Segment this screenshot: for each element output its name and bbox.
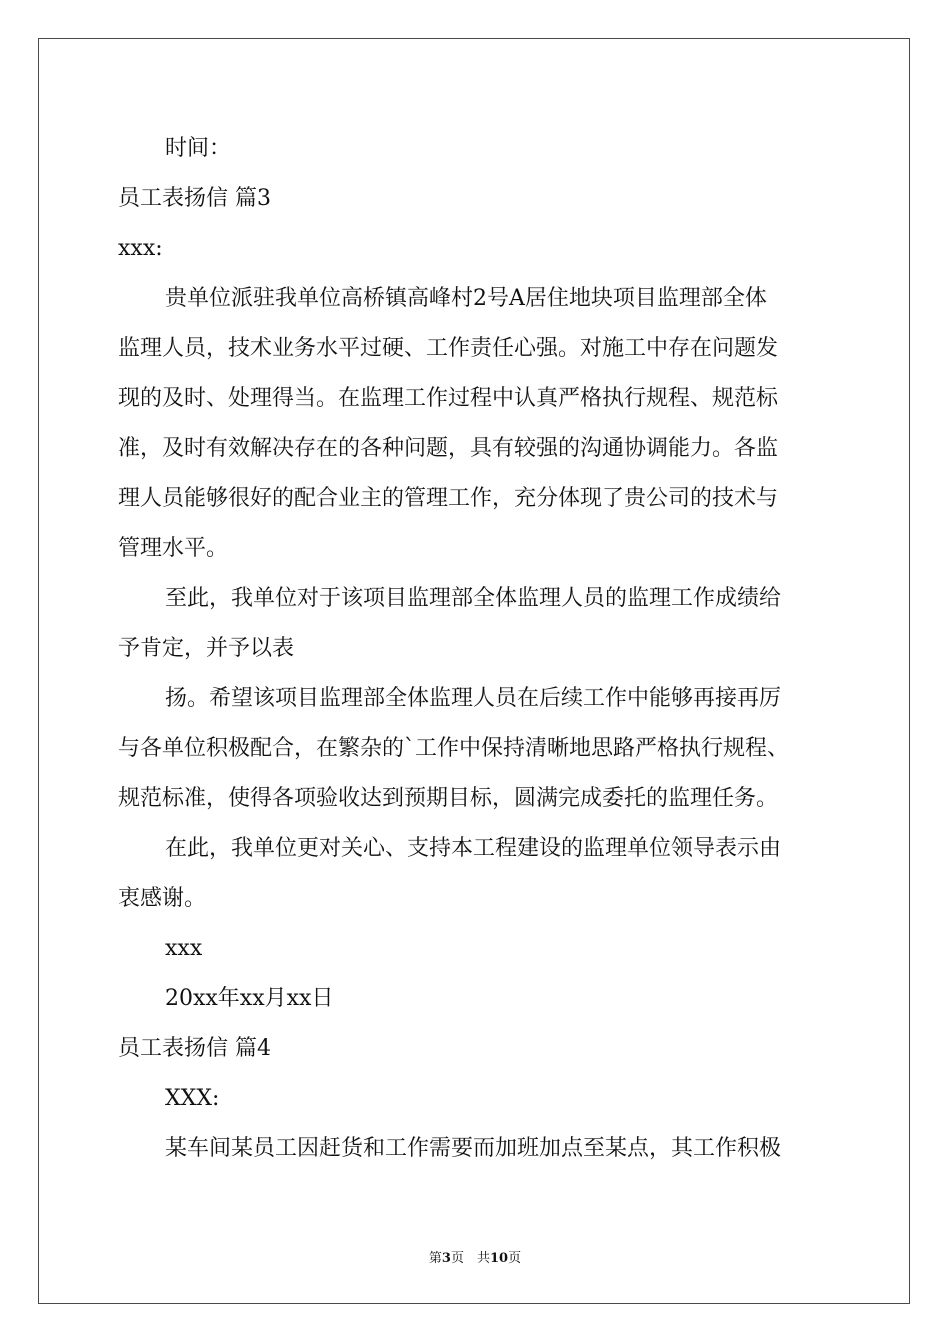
paragraph-line: 管理水平。: [118, 536, 229, 561]
section-heading-4: 员工表扬信 篇4: [118, 1036, 271, 1061]
page-suffix: 页: [508, 1251, 522, 1266]
paragraph-line: 在此，我单位更对关心、支持本工程建设的监理单位领导表示由: [165, 836, 782, 861]
paragraph-line: 扬。希望该项目监理部全体监理人员在后续工作中能够再接再厉: [165, 686, 782, 711]
page-border: [38, 38, 910, 1304]
paragraph-line: 予肯定，并予以表: [118, 636, 295, 661]
paragraph-line: 贵单位派驻我单位高桥镇高峰村2号A居住地块项目监理部全体: [165, 286, 767, 311]
salutation: xxx:: [118, 236, 163, 261]
page-prefix: 第: [428, 1251, 442, 1266]
signature-name: xxx: [165, 936, 203, 961]
page-footer: [0, 1247, 950, 1266]
paragraph-line: 理人员能够很好的配合业主的管理工作，充分体现了贵公司的技术与: [118, 486, 779, 511]
salutation: XXX:: [165, 1086, 220, 1111]
paragraph-line: 规范标准，使得各项验收达到预期目标，圆满完成委托的监理任务。: [118, 786, 779, 811]
paragraph-line: 至此，我单位对于该项目监理部全体监理人员的监理工作成绩给: [165, 586, 782, 611]
paragraph-line: 与各单位积极配合，在繁杂的`工作中保持清晰地思路严格执行规程、: [118, 736, 790, 761]
page-mid: 页 共: [450, 1251, 490, 1266]
signature-date: 20xx年xx月xx日: [165, 986, 334, 1011]
paragraph-line: 监理人员，技术业务水平过硬、工作责任心强。对施工中存在问题发: [118, 336, 779, 361]
paragraph-line: 衷感谢。: [118, 886, 207, 911]
paragraph-line: 某车间某员工因赶货和工作需要而加班加点至某点，其工作积极: [165, 1136, 782, 1161]
paragraph-line: 准，及时有效解决存在的各种问题，具有较强的沟通协调能力。各监: [118, 436, 779, 461]
section-heading-3: 员工表扬信 篇3: [118, 186, 271, 211]
page-current: 3: [441, 1251, 451, 1266]
page-total: 10: [489, 1251, 509, 1266]
time-label: 时间：: [165, 136, 232, 161]
paragraph-line: 现的及时、处理得当。在监理工作过程中认真严格执行规程、规范标: [118, 386, 779, 411]
